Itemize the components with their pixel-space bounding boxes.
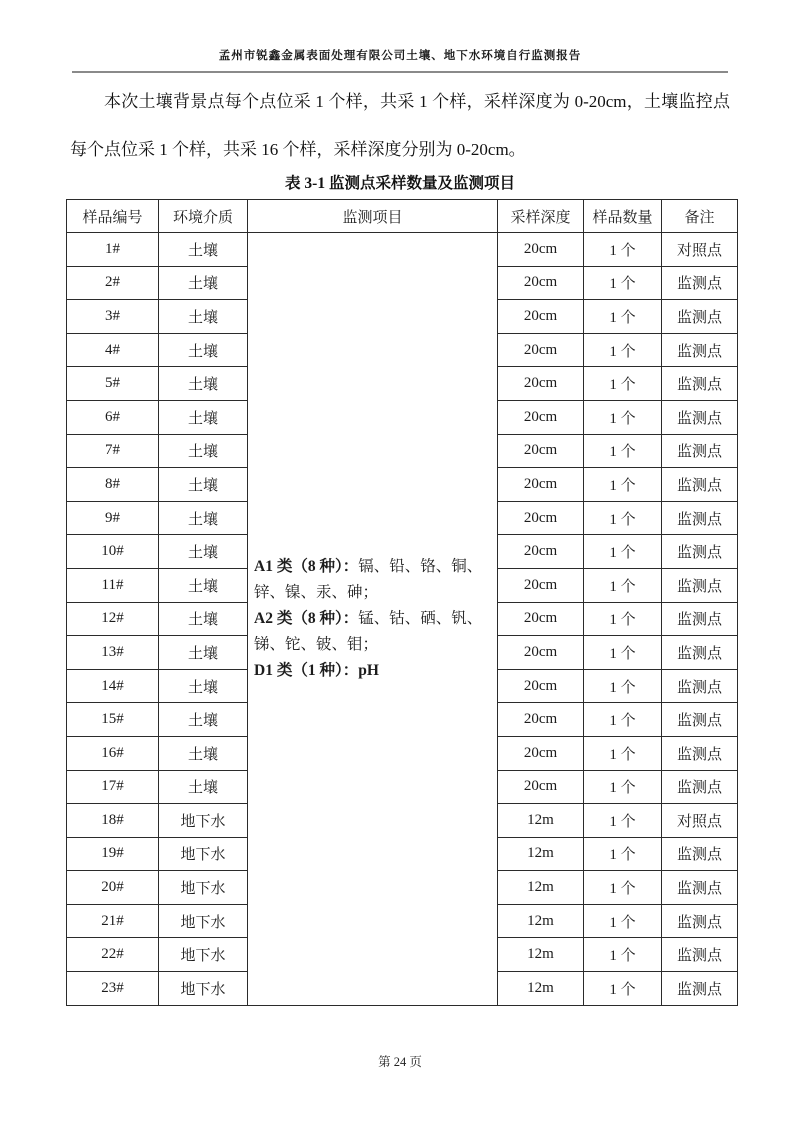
medium-cell: 地下水 bbox=[159, 904, 248, 938]
depth-cell: 20cm bbox=[498, 266, 584, 300]
sample-id-cell: 10# bbox=[67, 535, 159, 569]
sample-id-cell: 4# bbox=[67, 333, 159, 367]
depth-cell: 20cm bbox=[498, 468, 584, 502]
count-cell: 1 个 bbox=[584, 636, 662, 670]
depth-cell: 20cm bbox=[498, 233, 584, 267]
sample-id-cell: 17# bbox=[67, 770, 159, 804]
medium-cell: 土壤 bbox=[159, 468, 248, 502]
note-cell: 监测点 bbox=[662, 300, 738, 334]
medium-cell: 地下水 bbox=[159, 837, 248, 871]
depth-cell: 12m bbox=[498, 972, 584, 1006]
note-cell: 对照点 bbox=[662, 233, 738, 267]
col-header-depth: 采样深度 bbox=[498, 200, 584, 233]
medium-cell: 土壤 bbox=[159, 736, 248, 770]
count-cell: 1 个 bbox=[584, 300, 662, 334]
sample-id-cell: 18# bbox=[67, 804, 159, 838]
medium-cell: 土壤 bbox=[159, 636, 248, 670]
note-cell: 监测点 bbox=[662, 669, 738, 703]
depth-cell: 20cm bbox=[498, 333, 584, 367]
medium-cell: 土壤 bbox=[159, 266, 248, 300]
col-header-count: 样品数量 bbox=[584, 200, 662, 233]
count-cell: 1 个 bbox=[584, 602, 662, 636]
count-cell: 1 个 bbox=[584, 837, 662, 871]
table-row bbox=[67, 233, 738, 267]
medium-cell: 地下水 bbox=[159, 972, 248, 1006]
sample-id-cell: 11# bbox=[67, 568, 159, 602]
count-cell: 1 个 bbox=[584, 770, 662, 804]
sample-id-cell: 14# bbox=[67, 669, 159, 703]
note-cell: 监测点 bbox=[662, 871, 738, 905]
count-cell: 1 个 bbox=[584, 804, 662, 838]
sample-id-cell: 5# bbox=[67, 367, 159, 401]
monitoring-item-group: D1 类（1 种）：pH bbox=[254, 661, 379, 679]
table-header-row bbox=[67, 200, 738, 233]
page-header bbox=[72, 0, 728, 73]
count-cell: 1 个 bbox=[584, 400, 662, 434]
note-cell: 监测点 bbox=[662, 568, 738, 602]
sample-id-cell: 7# bbox=[67, 434, 159, 468]
depth-cell: 20cm bbox=[498, 434, 584, 468]
medium-cell: 土壤 bbox=[159, 434, 248, 468]
depth-cell: 20cm bbox=[498, 669, 584, 703]
monitoring-item-group: A2 类（8 种）：锰、钴、硒、钒、锑、铊、铍、钼； bbox=[254, 609, 483, 653]
col-header-medium: 环境介质 bbox=[159, 200, 248, 233]
medium-cell: 土壤 bbox=[159, 367, 248, 401]
col-header-items: 监测项目 bbox=[248, 200, 498, 233]
header-divider bbox=[72, 71, 728, 73]
note-cell: 监测点 bbox=[662, 333, 738, 367]
sampling-table-body bbox=[67, 233, 738, 1006]
count-cell: 1 个 bbox=[584, 568, 662, 602]
depth-cell: 20cm bbox=[498, 636, 584, 670]
depth-cell: 12m bbox=[498, 938, 584, 972]
count-cell: 1 个 bbox=[584, 468, 662, 502]
monitoring-item-group: A1 类（8 种）：镉、铅、铬、铜、锌、镍、汞、砷； bbox=[254, 557, 483, 601]
sample-id-cell: 15# bbox=[67, 703, 159, 737]
monitoring-items-cell bbox=[248, 233, 498, 1006]
depth-cell: 20cm bbox=[498, 367, 584, 401]
medium-cell: 土壤 bbox=[159, 300, 248, 334]
sampling-table bbox=[66, 199, 738, 1006]
note-cell: 监测点 bbox=[662, 837, 738, 871]
note-cell: 监测点 bbox=[662, 400, 738, 434]
depth-cell: 20cm bbox=[498, 501, 584, 535]
count-cell: 1 个 bbox=[584, 233, 662, 267]
count-cell: 1 个 bbox=[584, 266, 662, 300]
note-cell: 监测点 bbox=[662, 938, 738, 972]
count-cell: 1 个 bbox=[584, 972, 662, 1006]
sample-id-cell: 1# bbox=[67, 233, 159, 267]
report-title: 孟州市锐鑫金属表面处理有限公司土壤、地下水环境自行监测报告 bbox=[218, 50, 582, 62]
sample-id-cell: 2# bbox=[67, 266, 159, 300]
table-title: 表 3-1 监测点采样数量及监测项目 bbox=[285, 175, 515, 192]
depth-cell: 20cm bbox=[498, 535, 584, 569]
depth-cell: 20cm bbox=[498, 400, 584, 434]
note-cell: 监测点 bbox=[662, 602, 738, 636]
note-cell: 监测点 bbox=[662, 770, 738, 804]
note-cell: 监测点 bbox=[662, 468, 738, 502]
note-cell: 监测点 bbox=[662, 367, 738, 401]
sample-id-cell: 6# bbox=[67, 400, 159, 434]
count-cell: 1 个 bbox=[584, 703, 662, 737]
note-cell: 监测点 bbox=[662, 972, 738, 1006]
count-cell: 1 个 bbox=[584, 501, 662, 535]
note-cell: 监测点 bbox=[662, 501, 738, 535]
sample-id-cell: 19# bbox=[67, 837, 159, 871]
count-cell: 1 个 bbox=[584, 367, 662, 401]
sample-id-cell: 20# bbox=[67, 871, 159, 905]
note-cell: 监测点 bbox=[662, 736, 738, 770]
medium-cell: 土壤 bbox=[159, 602, 248, 636]
sample-id-cell: 9# bbox=[67, 501, 159, 535]
sample-id-cell: 3# bbox=[67, 300, 159, 334]
medium-cell: 土壤 bbox=[159, 535, 248, 569]
count-cell: 1 个 bbox=[584, 938, 662, 972]
medium-cell: 土壤 bbox=[159, 501, 248, 535]
depth-cell: 20cm bbox=[498, 568, 584, 602]
medium-cell: 土壤 bbox=[159, 233, 248, 267]
note-cell: 监测点 bbox=[662, 266, 738, 300]
note-cell: 监测点 bbox=[662, 636, 738, 670]
sample-id-cell: 16# bbox=[67, 736, 159, 770]
depth-cell: 20cm bbox=[498, 736, 584, 770]
count-cell: 1 个 bbox=[584, 904, 662, 938]
medium-cell: 土壤 bbox=[159, 568, 248, 602]
note-cell: 监测点 bbox=[662, 434, 738, 468]
depth-cell: 20cm bbox=[498, 770, 584, 804]
sample-id-cell: 21# bbox=[67, 904, 159, 938]
medium-cell: 土壤 bbox=[159, 400, 248, 434]
depth-cell: 20cm bbox=[498, 703, 584, 737]
depth-cell: 20cm bbox=[498, 602, 584, 636]
medium-cell: 地下水 bbox=[159, 938, 248, 972]
sample-id-cell: 13# bbox=[67, 636, 159, 670]
note-cell: 对照点 bbox=[662, 804, 738, 838]
depth-cell: 12m bbox=[498, 904, 584, 938]
count-cell: 1 个 bbox=[584, 871, 662, 905]
medium-cell: 土壤 bbox=[159, 703, 248, 737]
body-paragraph: 本次土壤背景点每个点位采 1 个样，共采 1 个样，采样深度为 0-20cm，土壤监控点每个点位采 1 个样，共采 16 个样，采样深度分别为 0-20cm。 bbox=[70, 92, 730, 159]
medium-cell: 地下水 bbox=[159, 871, 248, 905]
note-cell: 监测点 bbox=[662, 703, 738, 737]
medium-cell: 土壤 bbox=[159, 770, 248, 804]
sample-id-cell: 8# bbox=[67, 468, 159, 502]
sample-id-cell: 23# bbox=[67, 972, 159, 1006]
col-header-sample-id: 样品编号 bbox=[67, 200, 159, 233]
depth-cell: 20cm bbox=[498, 300, 584, 334]
depth-cell: 12m bbox=[498, 871, 584, 905]
count-cell: 1 个 bbox=[584, 535, 662, 569]
medium-cell: 土壤 bbox=[159, 669, 248, 703]
count-cell: 1 个 bbox=[584, 434, 662, 468]
sample-id-cell: 22# bbox=[67, 938, 159, 972]
sample-id-cell: 12# bbox=[67, 602, 159, 636]
page-number: 第 24 页 bbox=[378, 1055, 422, 1069]
note-cell: 监测点 bbox=[662, 904, 738, 938]
medium-cell: 地下水 bbox=[159, 804, 248, 838]
count-cell: 1 个 bbox=[584, 669, 662, 703]
col-header-note: 备注 bbox=[662, 200, 738, 233]
depth-cell: 12m bbox=[498, 804, 584, 838]
count-cell: 1 个 bbox=[584, 333, 662, 367]
count-cell: 1 个 bbox=[584, 736, 662, 770]
medium-cell: 土壤 bbox=[159, 333, 248, 367]
note-cell: 监测点 bbox=[662, 535, 738, 569]
depth-cell: 12m bbox=[498, 837, 584, 871]
